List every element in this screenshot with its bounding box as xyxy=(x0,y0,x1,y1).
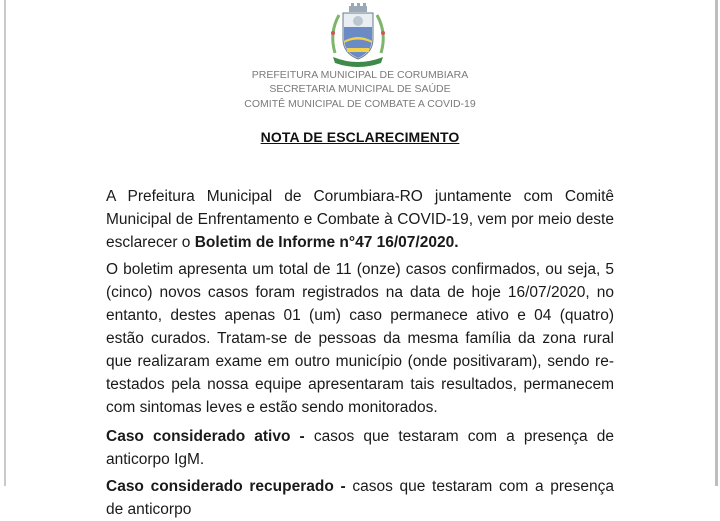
header-line-secretaria: SECRETARIA MUNICIPAL DE SAÚDE xyxy=(269,83,451,96)
recovered-case-text: casos que testaram com a presença de anticorpo xyxy=(106,478,614,518)
intro-text: A Prefeitura Municipal de Corumbiara-RO juntamente com Comitê Municipal de Enfrentamento e Combate à COVID-19, vem por meio deste esclarecer o xyxy=(106,188,614,251)
institution-header xyxy=(0,68,720,111)
recovered-case-label: Caso considerado recuperado - xyxy=(106,478,346,495)
active-case-text: casos que testaram com a presença de anticorpo IgM. xyxy=(106,428,614,468)
paragraph-bulletin-details: O boletim apresenta um total de 11 (onze) casos confirmados, ou seja, 5 (cinco) novos casos foram registrados na data de hoje 16/07/2020, no entanto, destes apenas 01 (um) caso permanece ativo e 04 (quatro) estão curados. Tratam-se de pessoas da mesma família da zona rural que realizaram exame em outro município (onde positivaram), sendo re-testados pela nossa equipe apresentaram tais resultados, permanecem com sintomas leves e estão sendo monitorados. xyxy=(106,261,614,416)
document-title: NOTA DE ESCLARECIMENTO xyxy=(260,129,460,145)
paragraph-recovered-case-definition xyxy=(106,475,614,521)
header-line-prefeitura: PREFEITURA MUNICIPAL DE CORUMBIARA xyxy=(251,69,469,81)
paragraph-active-case-definition xyxy=(106,425,614,471)
paragraph-intro xyxy=(106,185,614,254)
bulletin-reference: Boletim de Informe n°47 16/07/2020. xyxy=(194,234,459,251)
coat-of-arms-icon xyxy=(323,3,393,69)
header-line-comite: COMITÊ MUNICIPAL DE COMBATE A COVID-19 xyxy=(244,97,476,110)
active-case-label: Caso considerado ativo - xyxy=(106,428,314,445)
